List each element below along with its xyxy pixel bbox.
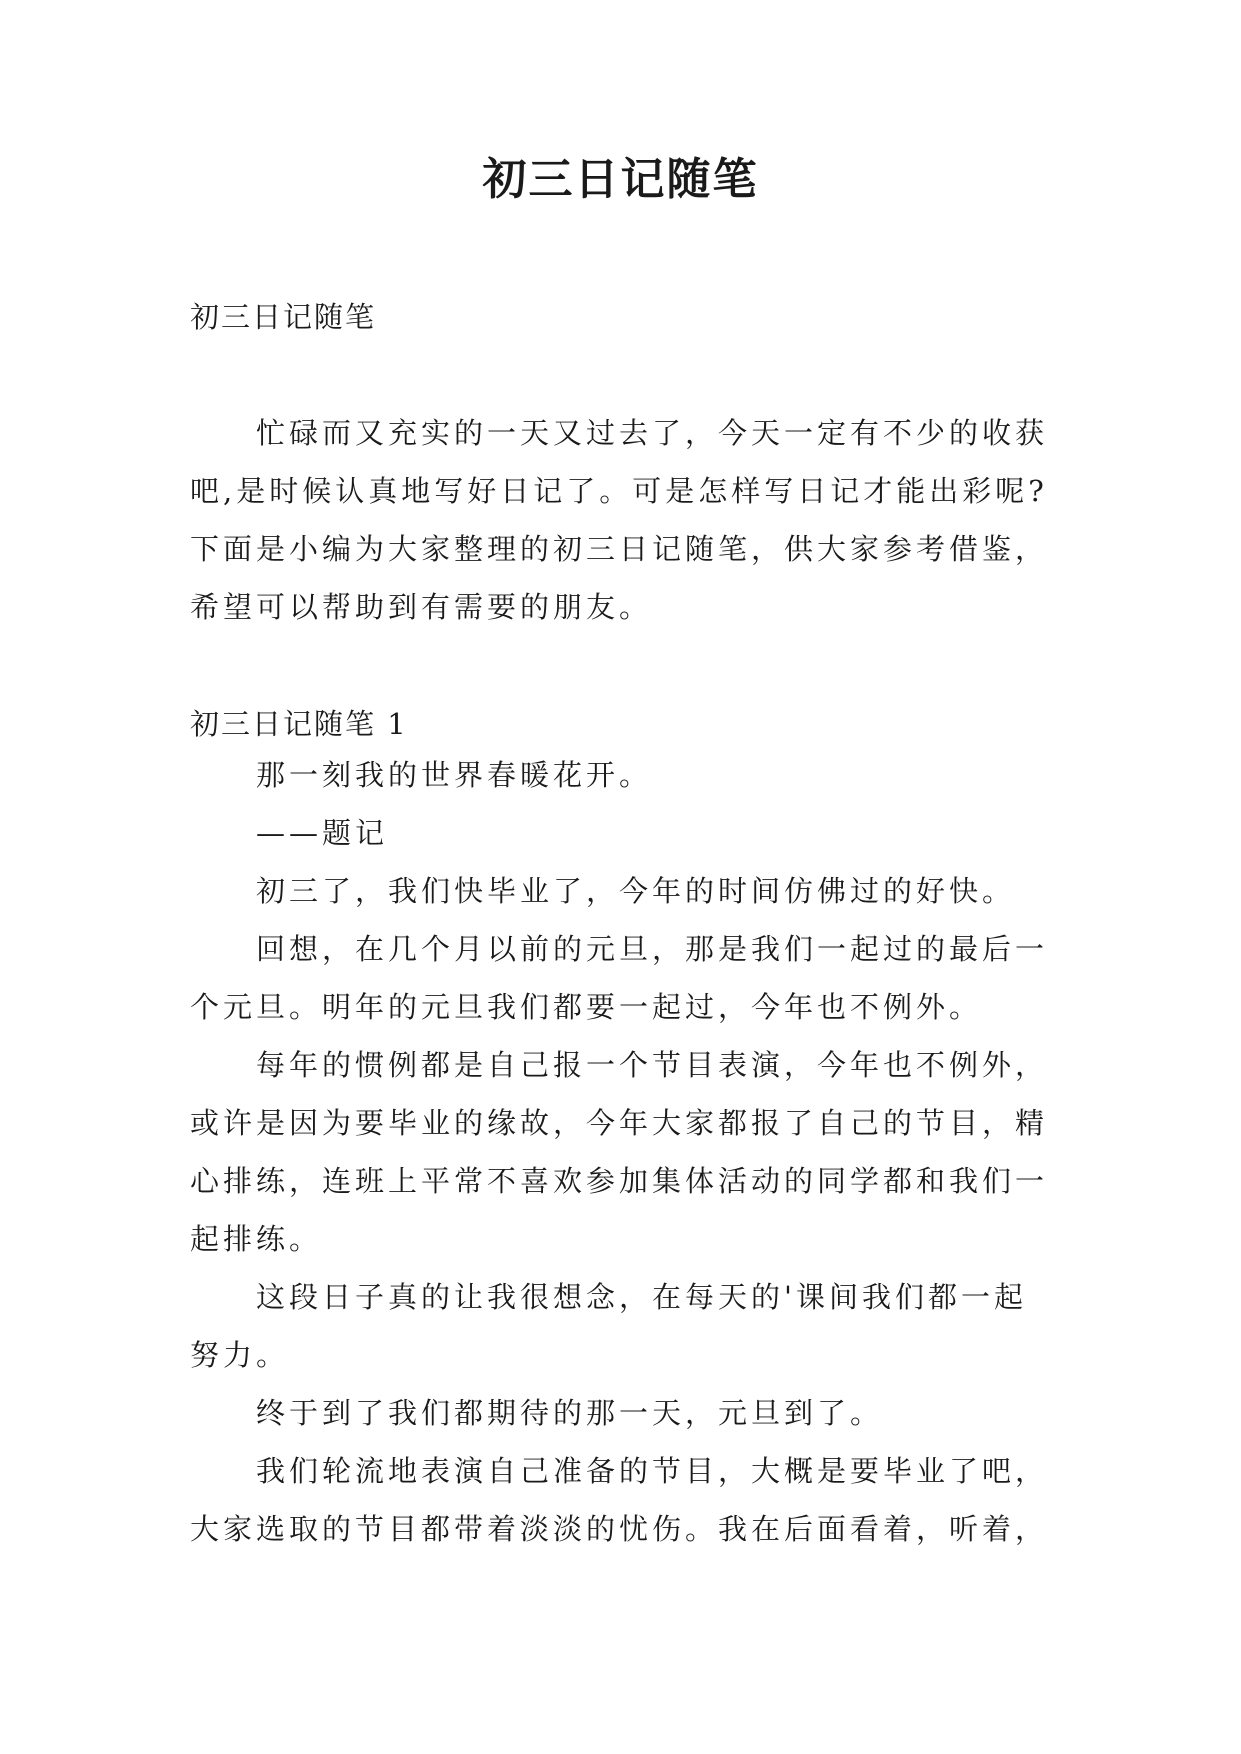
section-heading: 初三日记随笔 1	[190, 707, 408, 741]
body-line: 大家选取的节目都带着淡淡的忧伤。我在后面看着，听着，	[190, 1512, 1049, 1546]
body-line: 我们轮流地表演自己准备的节目，大概是要毕业了吧，	[190, 1454, 1049, 1488]
body-line: 每年的惯例都是自己报一个节目表演，今年也不例外，	[190, 1048, 1049, 1082]
body-line: 心排练，连班上平常不喜欢参加集体活动的同学都和我们一	[190, 1164, 1049, 1198]
document-subtitle: 初三日记随笔	[190, 300, 377, 334]
intro-line: 吧,是时候认真地写好日记了。可是怎样写日记才能出彩呢?	[190, 474, 1048, 508]
document-title: 初三日记随笔	[482, 154, 759, 205]
intro-line: 忙碌而又充实的一天又过去了，今天一定有不少的收获	[190, 416, 1049, 450]
body-line: 起排练。	[190, 1222, 323, 1256]
body-line: 那一刻我的世界春暖花开。	[190, 758, 653, 792]
body-line: 这段日子真的让我很想念，在每天的'课间我们都一起	[190, 1280, 1027, 1314]
body-line: 回想，在几个月以前的元旦，那是我们一起过的最后一	[190, 932, 1049, 966]
body-line: 或许是因为要毕业的缘故，今年大家都报了自己的节目，精	[190, 1106, 1049, 1140]
body-line: 个元旦。明年的元旦我们都要一起过，今年也不例外。	[190, 990, 983, 1024]
body-line: ——题记	[190, 816, 389, 850]
body-line: 终于到了我们都期待的那一天，元旦到了。	[190, 1396, 884, 1430]
intro-line: 希望可以帮助到有需要的朋友。	[190, 590, 653, 624]
intro-line: 下面是小编为大家整理的初三日记随笔，供大家参考借鉴，	[190, 532, 1049, 566]
body-line: 努力。	[190, 1338, 290, 1372]
body-line: 初三了，我们快毕业了，今年的时间仿佛过的好快。	[190, 874, 1016, 908]
